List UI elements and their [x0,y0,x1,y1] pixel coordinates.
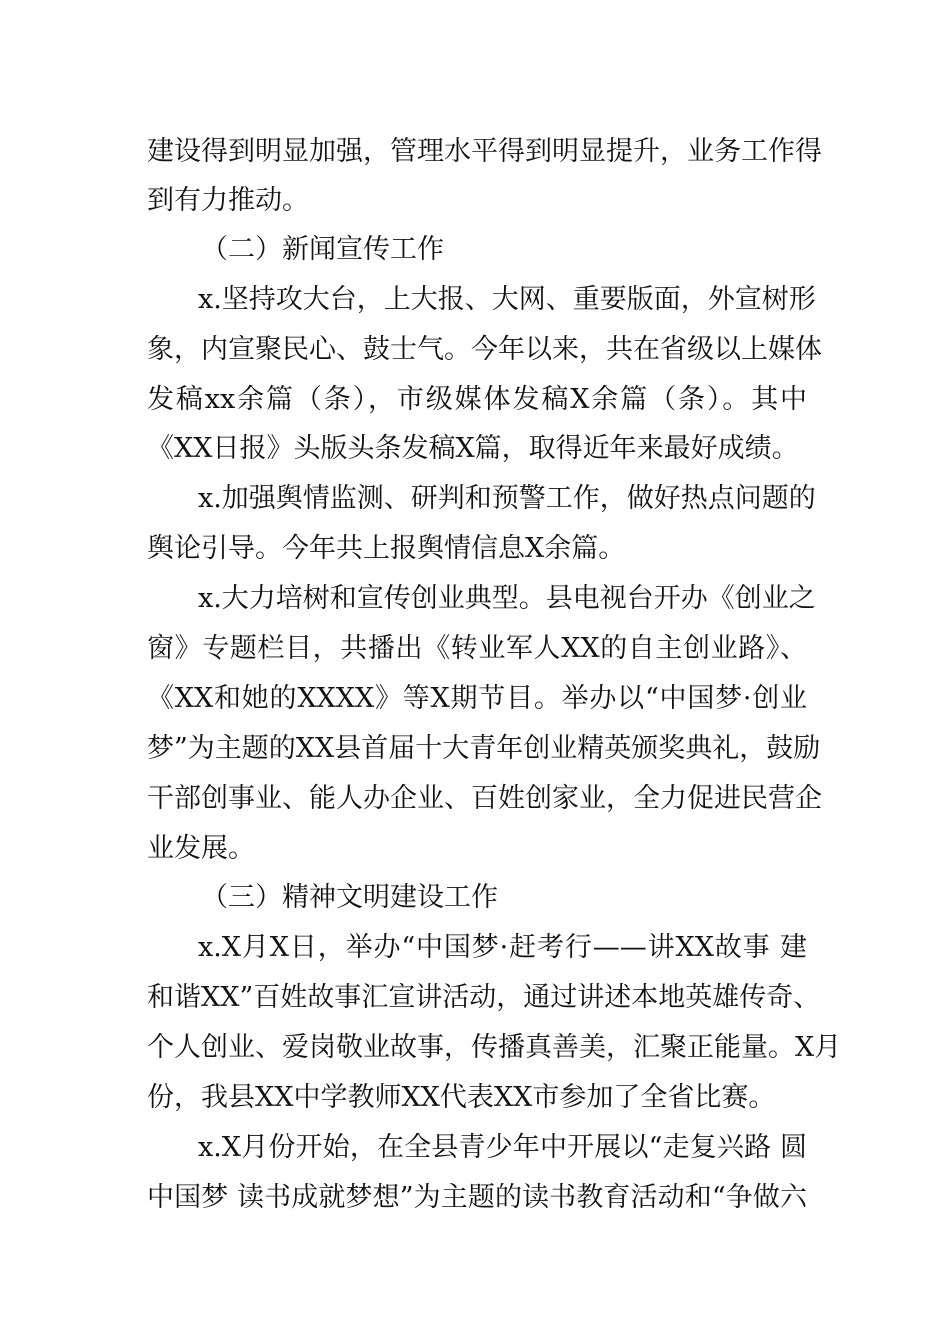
body-text-line: 中国梦 读书成就梦想”为主题的读书教育活动和“争做六 [147,1182,807,1213]
body-text-line: 发稿xx余篇（条），市级媒体发稿X余篇（条）。其中 [147,384,807,415]
section-heading: （三）精神文明建设工作 [201,882,498,913]
body-text-line: 《XX日报》头版头条发稿X篇，取得近年来最好成绩。 [147,433,799,464]
body-text-line: 和谐XX”百姓故事汇宣讲活动，通过讲述本地英雄传奇、 [147,982,821,1013]
body-text-line: x.X月X日，举办“中国梦·赶考行——讲XX故事 建 [198,932,807,963]
body-text-line: x.坚持攻大台，上大报、大网、重要版面，外宣树形 [198,284,816,315]
body-text-line: 《XX和她的XXXX》等X期节目。举办以“中国梦·创业 [147,683,807,714]
body-text-line: x.X月份开始，在全县青少年中开展以“走复兴路 圆 [198,1132,807,1163]
body-text-line: 象，内宣聚民心、鼓士气。今年以来，共在省级以上媒体 [147,334,822,365]
body-text-line: 梦”为主题的XX县首届十大青年创业精英颁奖典礼，鼓励 [147,733,821,764]
body-text-line: 建设得到明显加强，管理水平得到明显提升，业务工作得 [147,136,822,167]
body-text-line: 个人创业、爱岗敬业故事，传播真善美，汇聚正能量。X月 [147,1032,842,1063]
body-text-line: 份，我县XX中学教师XX代表XX市参加了全省比赛。 [147,1082,776,1113]
body-text-line: x.加强舆情监测、研判和预警工作，做好热点问题的 [198,483,816,514]
body-text-line: 干部创事业、能人办企业、百姓创家业，全力促进民营企 [147,783,822,814]
body-text-line: 到有力推动。 [147,185,309,216]
body-text-line: 舆论引导。今年共上报舆情信息X余篇。 [147,533,626,564]
body-text-line: 窗》专题栏目，共播出《转业军人XX的自主创业路》、 [147,633,807,664]
section-heading: （二）新闻宣传工作 [201,234,444,265]
body-text-line: x.大力培树和宣传创业典型。县电视台开办《创业之 [198,583,816,614]
body-text-line: 业发展。 [147,833,255,864]
